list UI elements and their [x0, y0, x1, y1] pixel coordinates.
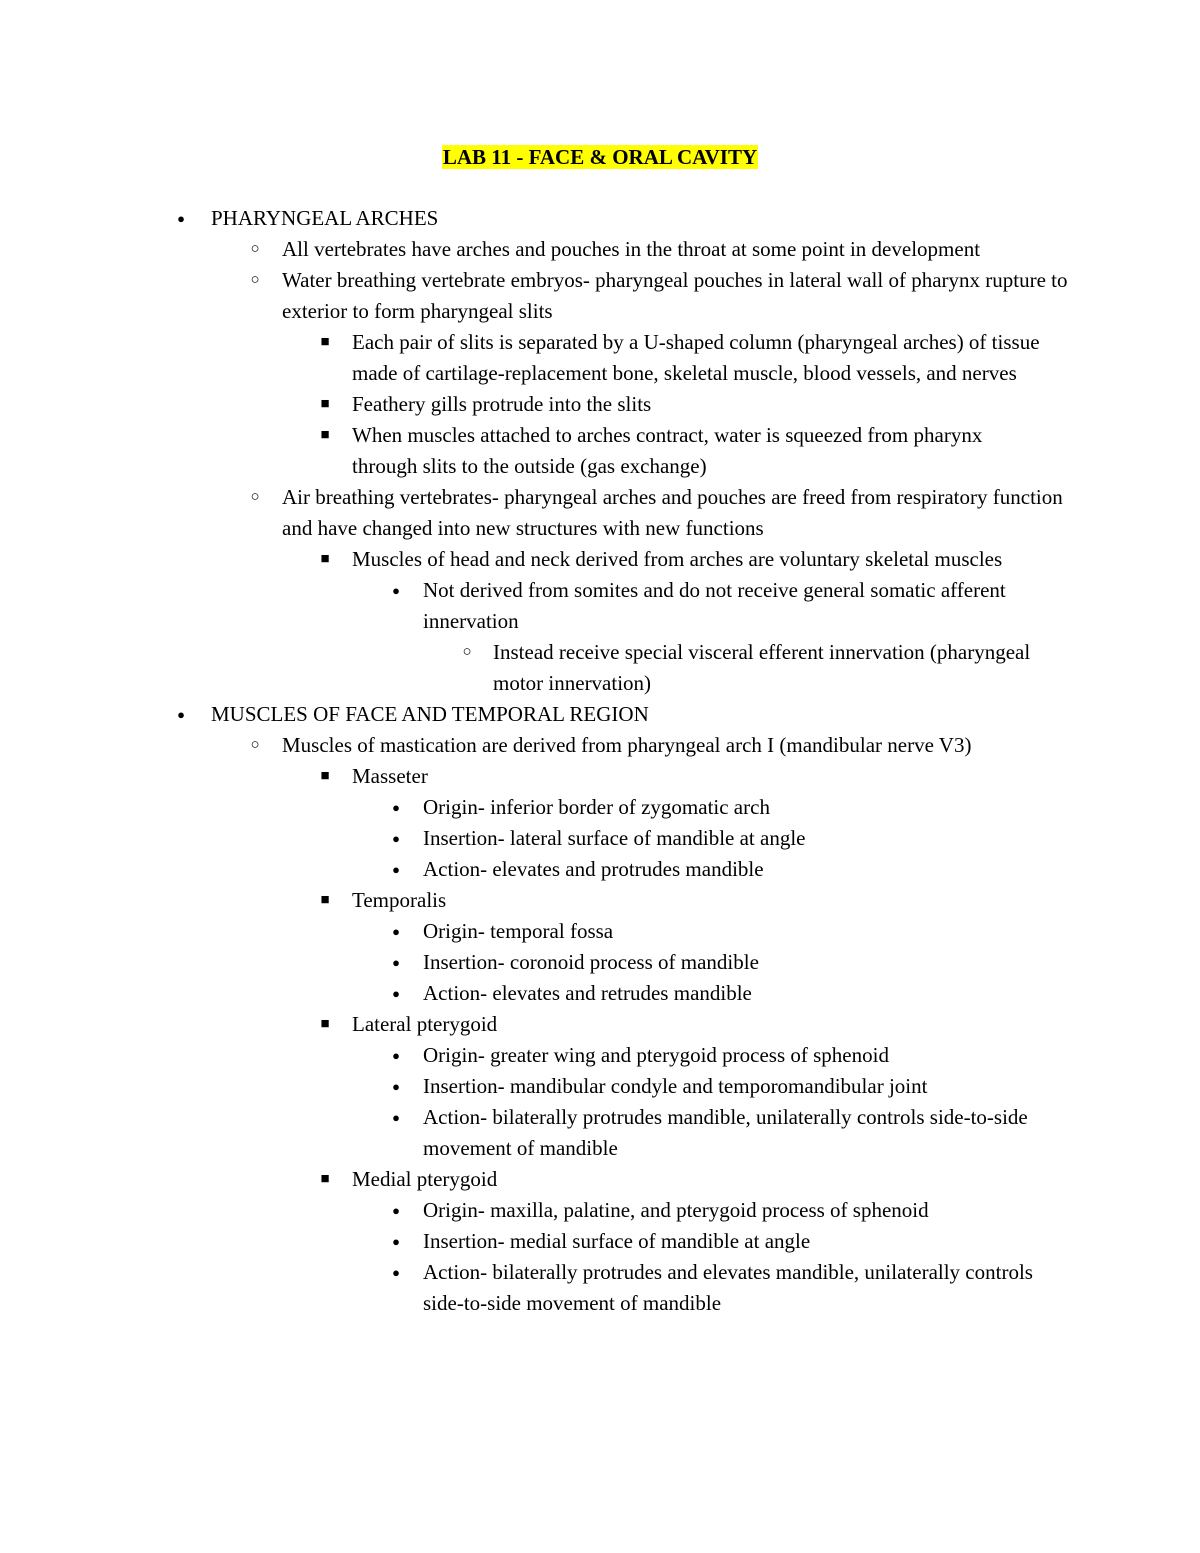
list-item — [0, 265, 1200, 327]
bullet-filled-circle-icon: ● — [392, 1048, 400, 1063]
item-text: Origin- maxilla, palatine, and pterygoid process of sphenoid — [423, 1198, 929, 1222]
item-text: Feathery gills protrude into the slits — [352, 392, 652, 416]
bullet-filled-circle-icon: ● — [392, 955, 400, 970]
list-item — [0, 544, 1200, 575]
list-item — [0, 327, 1200, 389]
item-text: All vertebrates have arches and pouches in the throat at some point in development — [282, 237, 981, 261]
item-text: Instead receive special visceral efferent innervation (pharyngeal motor innervation) — [493, 640, 1031, 695]
item-text: Action- bilaterally protrudes mandible, unilaterally controls side-to-side movement of mandible — [423, 1105, 1028, 1160]
bullet-filled-circle-icon: ● — [392, 1265, 400, 1280]
item-text: When muscles attached to arches contract, water is squeezed from pharynx through slits to the outside (gas exchange) — [352, 423, 983, 478]
item-text: Water breathing vertebrate embryos- pharyngeal pouches in lateral wall of pharynx rupture to exterior to form pharyngeal slits — [282, 268, 1068, 323]
list-item — [0, 637, 1200, 699]
bullet-square-icon: ■ — [320, 427, 330, 443]
item-text: Temporalis — [352, 888, 447, 912]
bullet-square-icon: ■ — [320, 1016, 330, 1032]
list-item — [0, 792, 1200, 823]
bullet-square-icon: ■ — [320, 1171, 330, 1187]
bullet-hollow-circle-icon: ○ — [250, 489, 260, 505]
bullet-filled-circle-icon: ● — [392, 800, 400, 815]
list-item — [0, 1009, 1200, 1040]
list-item — [0, 854, 1200, 885]
bullet-filled-circle-icon: ● — [392, 831, 400, 846]
bullet-filled-circle-icon: ● — [392, 1079, 400, 1094]
item-text: Insertion- mandibular condyle and temporomandibular joint — [423, 1074, 928, 1098]
list-item — [0, 730, 1200, 761]
item-text: Origin- temporal fossa — [423, 919, 614, 943]
list-item — [0, 482, 1200, 544]
list-item — [0, 1102, 1200, 1164]
item-text: Masseter — [352, 764, 428, 788]
item-text: Origin- greater wing and pterygoid process of sphenoid — [423, 1043, 889, 1067]
list-item — [0, 1040, 1200, 1071]
bullet-hollow-circle-icon: ○ — [250, 272, 260, 288]
item-text: Air breathing vertebrates- pharyngeal arches and pouches are freed from respiratory function and have changed into new structures with new functions — [282, 485, 1063, 540]
outline — [0, 203, 1200, 1319]
bullet-square-icon: ■ — [320, 768, 330, 784]
list-item — [0, 389, 1200, 420]
bullet-hollow-circle-icon: ○ — [250, 241, 260, 257]
item-text: Medial pterygoid — [352, 1167, 498, 1191]
list-item — [0, 1071, 1200, 1102]
list-item — [0, 1226, 1200, 1257]
item-text: Lateral pterygoid — [352, 1012, 498, 1036]
list-item — [0, 420, 1200, 482]
bullet-square-icon: ■ — [320, 334, 330, 350]
bullet-filled-circle-icon: ● — [392, 862, 400, 877]
list-item — [0, 885, 1200, 916]
list-item — [0, 978, 1200, 1009]
list-item — [0, 761, 1200, 792]
bullet-hollow-circle-icon: ○ — [462, 644, 472, 660]
item-text: Insertion- coronoid process of mandible — [423, 950, 759, 974]
item-text: Not derived from somites and do not receive general somatic afferent innervation — [423, 578, 1006, 633]
section-heading: MUSCLES OF FACE AND TEMPORAL REGION — [211, 702, 649, 726]
item-text: Insertion- medial surface of mandible at angle — [423, 1229, 811, 1253]
list-item — [0, 1195, 1200, 1226]
list-item — [0, 947, 1200, 978]
list-item — [0, 203, 1200, 234]
item-text: Origin- inferior border of zygomatic arch — [423, 795, 770, 819]
list-item — [0, 234, 1200, 265]
item-text: Insertion- lateral surface of mandible at angle — [423, 826, 806, 850]
list-item — [0, 823, 1200, 854]
item-text: Each pair of slits is separated by a U-shaped column (pharyngeal arches) of tissue made of cartilage-replacement bone, skeletal muscle, blood vessels, and nerves — [352, 330, 1040, 385]
bullet-filled-circle-icon: ● — [392, 986, 400, 1001]
bullet-filled-circle-icon: ● — [392, 1110, 400, 1125]
list-item — [0, 916, 1200, 947]
item-text: Muscles of head and neck derived from arches are voluntary skeletal muscles — [352, 547, 1003, 571]
item-text: Action- elevates and protrudes mandible — [423, 857, 764, 881]
list-item — [0, 1257, 1200, 1319]
list-item — [0, 699, 1200, 730]
list-item — [0, 1164, 1200, 1195]
bullet-square-icon: ■ — [320, 892, 330, 908]
bullet-filled-circle-icon: ● — [392, 1203, 400, 1218]
list-item — [0, 575, 1200, 637]
bullet-filled-circle-icon: ● — [177, 211, 185, 226]
bullet-filled-circle-icon: ● — [392, 583, 400, 598]
title-line — [0, 142, 1200, 173]
bullet-hollow-circle-icon: ○ — [250, 737, 260, 753]
bullet-filled-circle-icon: ● — [392, 1234, 400, 1249]
item-text: Action- elevates and retrudes mandible — [423, 981, 752, 1005]
page-title: LAB 11 - FACE & ORAL CAVITY — [442, 145, 758, 169]
section-heading: PHARYNGEAL ARCHES — [211, 206, 439, 230]
item-text: Muscles of mastication are derived from pharyngeal arch I (mandibular nerve V3) — [282, 733, 972, 757]
item-text: Action- bilaterally protrudes and elevates mandible, unilaterally controls side-to-side movement of mandible — [423, 1260, 1033, 1315]
bullet-filled-circle-icon: ● — [392, 924, 400, 939]
bullet-square-icon: ■ — [320, 396, 330, 412]
bullet-square-icon: ■ — [320, 551, 330, 567]
bullet-filled-circle-icon: ● — [177, 707, 185, 722]
